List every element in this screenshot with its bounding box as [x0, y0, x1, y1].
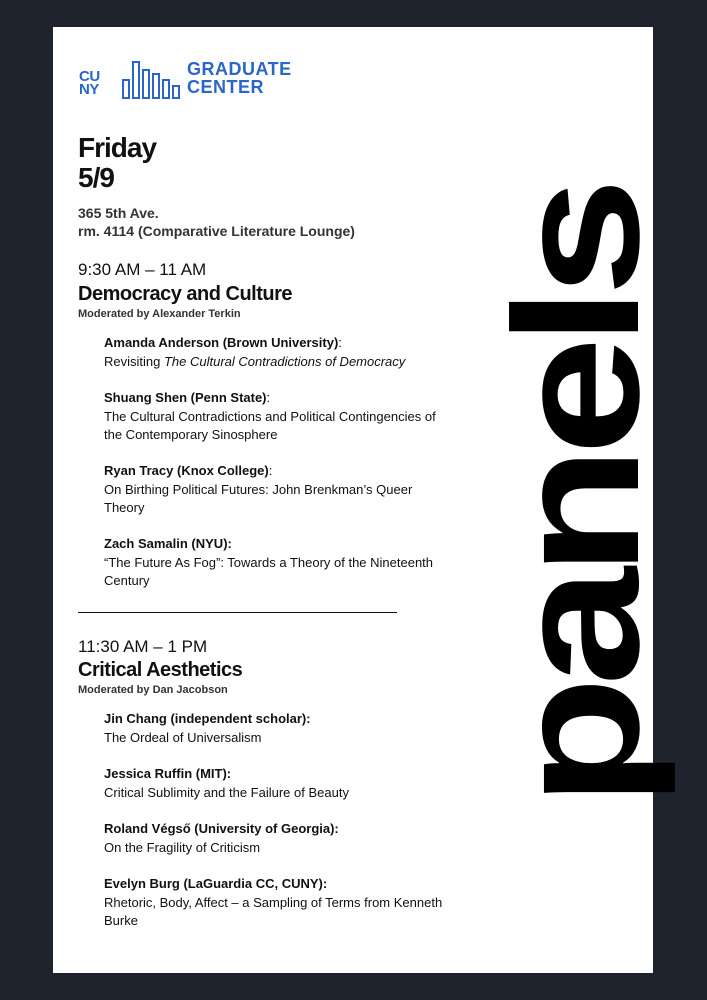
talk-title: The Ordeal of Universalism [104, 729, 262, 745]
event-day: Friday [78, 132, 157, 163]
talk-speaker: Ryan Tracy (Knox College) [104, 463, 269, 478]
talk-item [104, 875, 444, 931]
panel-moderator: Moderated by Dan Jacobson [78, 684, 228, 696]
talk-title: On the Fragility of Criticism [104, 839, 261, 855]
talk-speaker: Shuang Shen (Penn State) [104, 390, 267, 405]
panel-title: Critical Aesthetics [78, 659, 243, 681]
cuny-graduate-center-logo [79, 59, 292, 100]
talk-item [104, 820, 444, 857]
talk-title: “The Future As Fog”: Towards a Theory of the Nineteenth Century [104, 554, 434, 588]
talk-title: Rhetoric, Body, Affect – a Sampling of Terms from Kenneth Burke [104, 894, 443, 928]
talk-title: Critical Sublimity and the Failure of Beauty [104, 784, 349, 800]
event-date: 5/9 [78, 162, 114, 193]
talk-item: Ryan Tracy (Knox College): On Birthing Political Futures: John Brenkman’s Queer Theory [104, 462, 444, 518]
flyer-page [53, 27, 676, 973]
event-address: 365 5th Ave. rm. 4114 (Comparative Literature Lounge) [78, 205, 355, 239]
talk-speaker: Jin Chang (independent scholar): [104, 711, 311, 726]
talk-title: Revisiting [104, 353, 164, 369]
talk-item [104, 710, 444, 747]
talk-title-italic: The Cultural Contradictions of Democracy [163, 353, 406, 369]
panel-title: Democracy and Culture [78, 283, 293, 305]
talk-item: Amanda Anderson (Brown University): Revisiting The Cultural Contradictions of Democracy [104, 335, 406, 369]
talk-speaker: Roland Végső (University of Georgia): [104, 821, 339, 836]
cuny-wordmark: CU NY [79, 68, 100, 98]
talk-speaker: Jessica Ruffin (MIT): [104, 766, 232, 781]
section-divider [78, 612, 397, 613]
talk-title: The Cultural Contradictions and Political Contingencies of the Contemporary Sinosphere [104, 408, 436, 442]
talk-item: Shuang Shen (Penn State): The Cultural Contradictions and Political Contingencies of the Contemporary Sinosphere [104, 389, 444, 445]
talk-item [104, 535, 444, 591]
panel-moderator: Moderated by Alexander Terkin [78, 308, 241, 320]
vertical-panels-heading [477, 27, 676, 973]
talk-speaker: Evelyn Burg (LaGuardia CC, CUNY): [104, 876, 328, 891]
talk-title: On Birthing Political Futures: John Brenkman’s Queer Theory [104, 481, 413, 515]
panel-time: 11:30 AM – 1 PM [78, 637, 208, 656]
talk-item [104, 765, 444, 802]
talk-speaker: Amanda Anderson (Brown University) [104, 335, 339, 350]
graduate-center-wordmark: GRADUATE CENTER [187, 59, 292, 97]
skyline-bars-icon [121, 60, 181, 100]
panels-word: panels [477, 291, 676, 807]
talk-speaker: Zach Samalin (NYU): [104, 536, 232, 551]
panel-time: 9:30 AM – 11 AM [78, 260, 207, 279]
